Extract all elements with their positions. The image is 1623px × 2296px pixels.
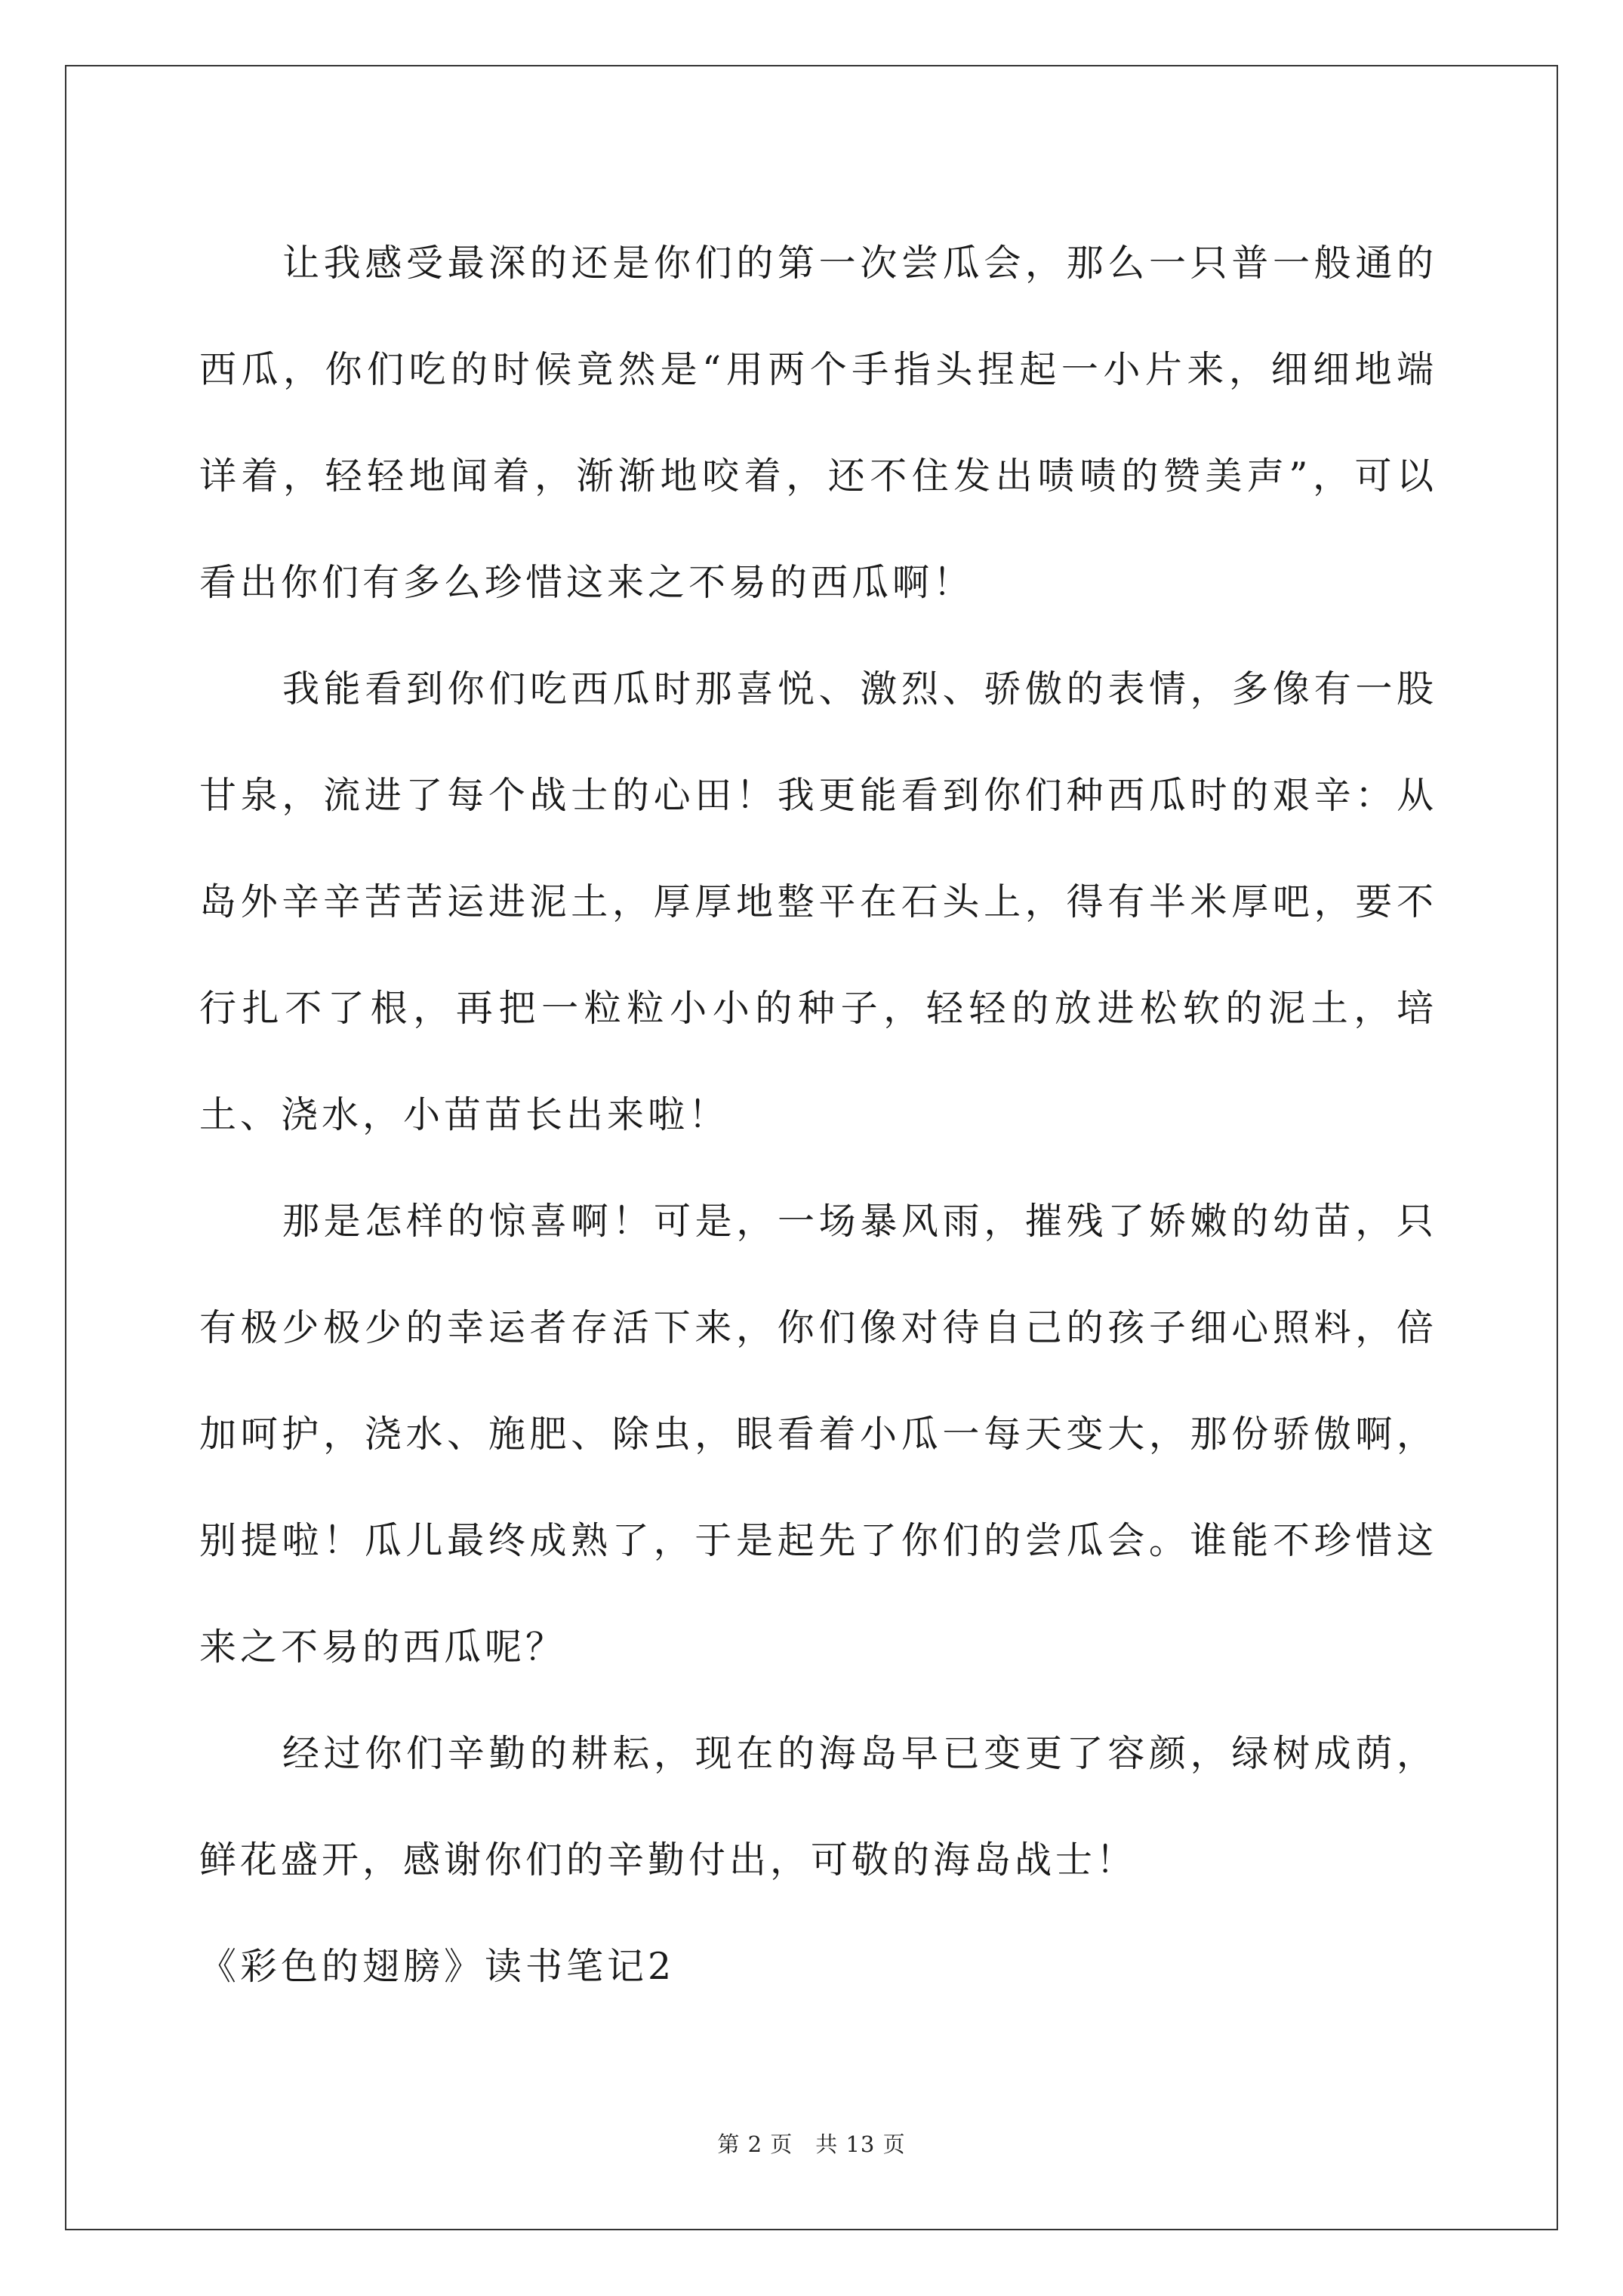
paragraph: 让我感受最深的还是你们的第一次尝瓜会，那么一只普一般通的西瓜，你们吃的时候竟然是“用两个手指头捏起一小片来，细细地端详着，轻轻地闻着，渐渐地咬着，还不住发出啧啧的赞美声”，可以看出你们有多么珍惜这来之不易的西瓜啊！ xyxy=(199,242,1437,604)
section-heading: 《彩色的翅膀》读书笔记2 xyxy=(199,1945,676,1988)
paragraph: 那是怎样的惊喜啊！可是，一场暴风雨，摧残了娇嫩的幼苗，只有极少极少的幸运者存活下来，你们像对待自己的孩子细心照料，倍加呵护，浇水、施肥、除虫，眼看着小瓜一每天变大，那份骄傲啊，别提啦！瓜儿最终成熟了，于是起先了你们的尝瓜会。谁能不珍惜这来之不易的西瓜呢？ xyxy=(199,1200,1437,1669)
paragraph: 我能看到你们吃西瓜时那喜悦、激烈、骄傲的表情，多像有一股甘泉，流进了每个战士的心田！我更能看到你们种西瓜时的艰辛：从岛外辛辛苦苦运进泥土，厚厚地整平在石头上，得有半米厚吧，要不行扎不了根，再把一粒粒小小的种子，轻轻的放进松软的泥土，培土、浇水，小苗苗长出来啦！ xyxy=(199,667,1437,1136)
paragraph: 经过你们辛勤的耕耘，现在的海岛早已变更了容颜，绿树成荫，鲜花盛开，感谢你们的辛勤付出，可敬的海岛战士！ xyxy=(199,1732,1437,1881)
document-body xyxy=(199,210,1437,2020)
page-number-footer: 第 2 页 共 13 页 xyxy=(717,2131,906,2157)
